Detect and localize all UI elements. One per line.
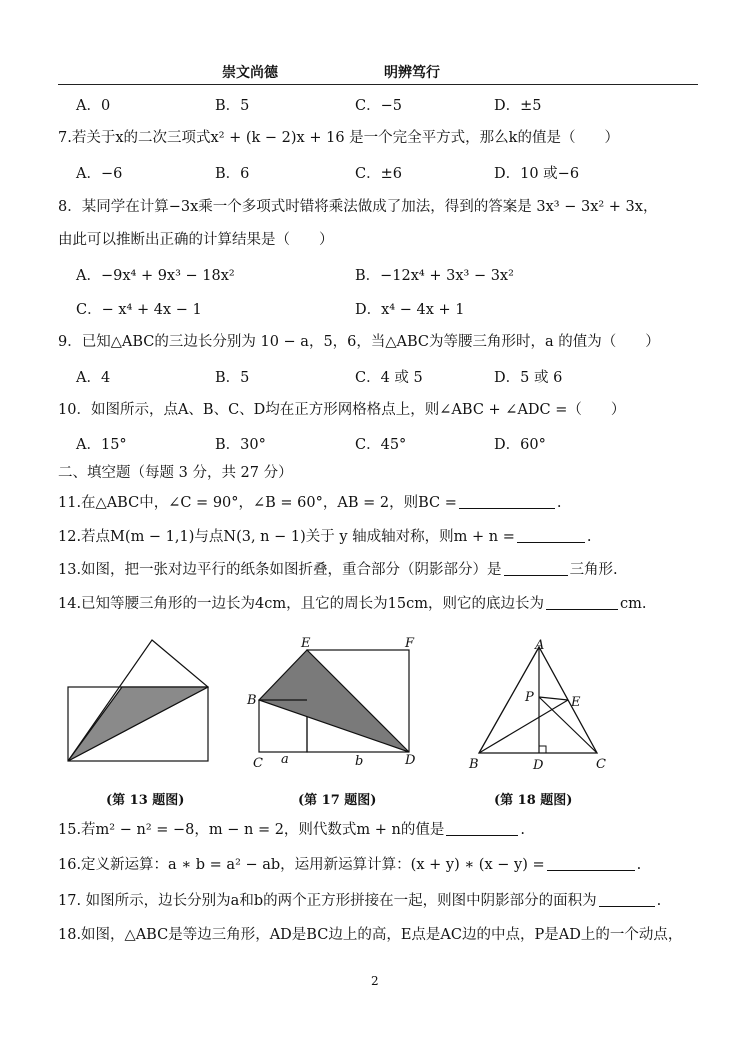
q16-text: 16.定义新运算：a ∗ b = a² − ab，运用新运算计算：(x + y) ∗ (x − y) =	[58, 857, 545, 873]
fig18-label-a: A	[535, 638, 545, 653]
caption-fig17: (第 17 题图)	[298, 793, 377, 808]
q12-end: .	[586, 529, 592, 545]
fig18-label-p: P	[525, 690, 534, 705]
q7-option-b: B．6	[215, 166, 250, 182]
q8-option-c: C．− x⁴ + 4x − 1	[76, 302, 202, 318]
q12-text: 12.若点M(m − 1,1)与点N(3, n − 1)关于 y 轴成轴对称，则m + n =	[58, 529, 515, 545]
q16-end: .	[636, 857, 642, 873]
q14-end: cm.	[619, 596, 647, 612]
q7-text: 7.若关于x的二次三项式x² + (k − 2)x + 16 是一个完全平方式，那么k的值是（ ）	[58, 130, 619, 146]
figure-18	[465, 635, 615, 775]
q7-option-a: A．−6	[76, 166, 123, 182]
fig13-shaded-triangle	[68, 687, 208, 761]
fig18-label-e: E	[571, 695, 581, 710]
header-rule	[58, 84, 698, 85]
q17-text: 17. 如图所示，边长分别为a和b的两个正方形拼接在一起，则图中阴影部分的面积为	[58, 893, 597, 909]
q10-option-c: C．45°	[355, 437, 407, 453]
q17-end: .	[656, 893, 662, 909]
q8-option-b: B．−12x⁴ + 3x³ − 3x²	[355, 268, 514, 284]
q15-end: .	[520, 822, 525, 838]
header-right: 明辨笃行	[384, 65, 440, 81]
q15-answer-blank[interactable]	[446, 821, 518, 836]
q9-option-a: A．4	[76, 370, 111, 386]
q6-option-c: C．−5	[355, 98, 402, 114]
q9-option-d: D．5 或 6	[494, 370, 563, 386]
q11-text: 11.在△ABC中，∠C = 90°，∠B = 60°，AB = 2，则BC =	[58, 495, 457, 511]
caption-fig18: (第 18 题图)	[494, 793, 573, 808]
fig18-right-angle-mark	[539, 746, 546, 753]
q11-row	[58, 493, 562, 513]
fig17-label-d: D	[405, 753, 416, 768]
page-number: 2	[371, 974, 379, 988]
q10-option-b: B．30°	[215, 437, 266, 453]
caption-fig13: (第 13 题图)	[106, 793, 185, 808]
q6-option-d: D．±5	[494, 98, 542, 114]
q8-option-a: A．−9x⁴ + 9x³ − 18x²	[76, 268, 235, 284]
q11-answer-blank[interactable]	[459, 494, 555, 509]
q16-row	[58, 855, 641, 875]
header-left: 崇文尚德	[222, 65, 278, 81]
fig17-label-b: B	[247, 693, 257, 708]
fig18-segment-pc	[539, 697, 597, 753]
fig17-label-c: C	[253, 756, 263, 771]
q9-text: 9．已知△ABC的三边长分别为 10 − a，5，6，当△ABC为等腰三角形时，a 的值为（ ）	[58, 334, 660, 350]
q10-option-d: D．60°	[494, 437, 546, 453]
figure-17	[245, 635, 430, 775]
q13-answer-blank[interactable]	[504, 561, 568, 576]
fig18-label-d: D	[533, 758, 544, 773]
q15-text: 15.若m² − n² = −8，m − n = 2，则代数式m + n的值是	[58, 822, 445, 838]
fig18-label-c: C	[596, 757, 606, 772]
fig17-label-e: E	[301, 636, 311, 651]
q14-row	[58, 594, 646, 614]
figure-13	[60, 635, 220, 775]
q13-end: 三角形.	[569, 562, 618, 578]
q18-text: 18.如图，△ABC是等边三角形，AD是BC边上的高，E点是AC边的中点，P是AD上的一个动点，	[58, 927, 683, 943]
q14-text: 14.已知等腰三角形的一边长为4cm，且它的周长为15cm，则它的底边长为	[58, 596, 544, 612]
fig17-label-f: F	[405, 636, 415, 651]
q6-option-a: A．0	[76, 98, 111, 114]
q9-option-b: B．5	[215, 370, 250, 386]
q17-answer-blank[interactable]	[599, 892, 655, 907]
section-heading: 二、填空题（每题 3 分，共 27 分）	[58, 465, 293, 481]
q12-answer-blank[interactable]	[517, 528, 585, 543]
q8-line2: 由此可以推断出正确的计算结果是（ ）	[58, 232, 334, 248]
q11-end: .	[556, 495, 562, 511]
q8-line1: 8．某同学在计算−3x乘一个多项式时错将乘法做成了加法，得到的答案是 3x³ − 3x² + 3x，	[58, 199, 658, 215]
q12-row	[58, 527, 592, 547]
fig18-segment-pe	[539, 697, 568, 700]
fig18-segment-be	[479, 700, 568, 753]
q7-option-c: C．±6	[355, 166, 402, 182]
q9-option-c: C．4 或 5	[355, 370, 423, 386]
q17-row	[58, 891, 661, 911]
q14-answer-blank[interactable]	[546, 595, 618, 610]
q10-option-a: A．15°	[76, 437, 127, 453]
q15-row	[58, 820, 525, 840]
fig17-label-a: a	[281, 752, 289, 767]
q7-option-d: D．10 或−6	[494, 166, 580, 182]
fig17-label-small-b: b	[355, 754, 364, 769]
q13-row	[58, 560, 618, 580]
q13-text: 13.如图，把一张对边平行的纸条如图折叠，重合部分（阴影部分）是	[58, 562, 502, 578]
q8-option-d: D．x⁴ − 4x + 1	[355, 302, 465, 318]
q6-option-b: B．5	[215, 98, 250, 114]
fig18-label-b: B	[469, 757, 479, 772]
q10-text: 10．如图所示，点A、B、C、D均在正方形网格格点上，则∠ABC + ∠ADC =（ ）	[58, 402, 626, 418]
q16-answer-blank[interactable]	[547, 856, 635, 871]
fig17-shaded-triangle	[259, 650, 409, 752]
